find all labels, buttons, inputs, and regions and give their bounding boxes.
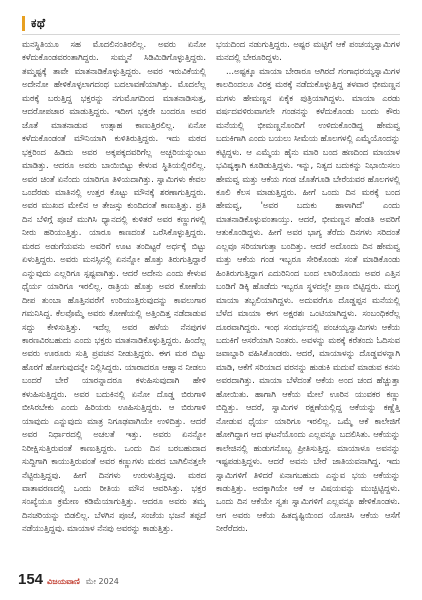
section-header bbox=[22, 14, 202, 32]
left-column-paragraph: ಮನಸ್ಥಿತಿಯೂ ಸಹ ಮೊದಲಿನಂತಿರಲಿಲ್ಲ. ಅವರು ಏನೋ ಕಳೆದುಕೊಂಡವರಂತಾಗಿದ್ದರು. ಸುಮ್ಮನೆ ಸಿಡಿಮಿಡಿಗೊಳ್ಳುತ್ತಿದ್ದರು. ತಮ್ಮಷ್ಟಕ್ಕೆ ತಾವೇ ಮಾತನಾಡಿಕೊಳ್ಳುತ್ತಿದ್ದರು. ಅವರ ಇರುವಿಕೆಯಲ್ಲಿ ಅದೇನೋ ಹೇಳಿಕೊಳ್ಳಲಾಗದಂಥ ಬದಲಾವಣೆಯಾಗಿತ್ತು. ಮೊದಲೆಲ್ಲ ಮಠಕ್ಕೆ ಬರುತ್ತಿದ್ದ ಭಕ್ತರನ್ನು ನಗುಮೊಗದಿಂದ ಮಾತನಾಡಿಸುತ್ತ, ಆದರೋಪಚಾರ ಮಾಡುತ್ತಿದ್ದರು. ಇದೀಗ ಭಕ್ತರೇ ಬಂದರೂ ಅವರ ಜೊತೆ ಮಾತನಾಡುವ ಉತ್ಸಾಹ ಕಾಣುತ್ತಿರಲಿಲ್ಲ. ಏನೋ ಕಳೆದುಕೊಂಡಂತೆ ಮೌನಿಯಾಗಿ ಕುಳಿತಿರುತ್ತಿದ್ದರು. ಇದು ಮಠದ ಭಕ್ತರಿಂದ ಹಿಡಿದು ಅವರ ಅಕ್ಕಪಕ್ಕದವರಿಗೆಲ್ಲ ಅಚ್ಚರಿಯನ್ನುಂಟು ಮಾಡಿತ್ತು. ಆದರೂ ಅವರು ಬಾಯಿಬಿಟ್ಟು ಕೇಳುವ ಸ್ಥಿತಿಯಲ್ಲಿರಲಿಲ್ಲ. ಅವರ ಚಿಂತೆ ಏನೆಂದು ಯಾರಿಗೂ ತಿಳಿಯದಾಗಿತ್ತು. ಸ್ವಾಮಿಗಳು ಕೇವಲ ಒಂದೆರಡು ಮಾತಿನಲ್ಲಿ ಉತ್ತರ ಕೊಟ್ಟು ಮೌನಕ್ಕೆ ಶರಣಾಗುತ್ತಿದ್ದರು. ಅವರ ಮುಖದ ಮೇಲಿನ ಆ ತೇಜಸ್ಸು ಕುಂದಿದಂತೆ ಕಾಣುತ್ತಿತ್ತು. ಪ್ರತಿ ದಿನ ಬೆಳಿಗ್ಗೆ ಪೂಜೆ ಮುಗಿಸಿ ಧ್ಯಾನದಲ್ಲಿ ಕುಳಿತರೆ ಅವರ ಕಣ್ಣುಗಳಲ್ಲಿ ನೀರು ಹರಿಯುತ್ತಿತ್ತು. ಯಾರೂ ಕಾಣದಂತೆ ಒರೆಸಿಕೊಳ್ಳುತ್ತಿದ್ದರು. ಮಠದ ಅಡುಗೆಯವನು ಅವರಿಗೆ ಊಟ ತಂದಿಟ್ಟರೆ ಅರ್ಧಕ್ಕೆ ಬಿಟ್ಟು ಏಳುತ್ತಿದ್ದರು. ಅವರು ಮನಸ್ಸಿನಲ್ಲಿ ಏನನ್ನೋ ಹೊತ್ತು ತಿರುಗುತ್ತಿದ್ದಾರೆ ಎನ್ನುವುದು ಎಲ್ಲರಿಗೂ ಸ್ಪಷ್ಟವಾಗಿತ್ತು. ಆದರೆ ಅದೇನು ಎಂದು ಕೇಳುವ ಧೈರ್ಯ ಯಾರಿಗೂ ಇರಲಿಲ್ಲ. ರಾತ್ರಿಯ ಹೊತ್ತು ಅವರ ಕೋಣೆಯ ದೀಪ ತುಂಬಾ ಹೊತ್ತಿನವರೆಗೆ ಉರಿಯುತ್ತಿರುವುದನ್ನು ಕಾವಲುಗಾರ ಗಮನಿಸಿದ್ದ. ಕೆಲವೊಮ್ಮೆ ಅವರು ಕೋಣೆಯಲ್ಲಿ ಅತ್ತಿಂದಿತ್ತ ನಡೆದಾಡುವ ಸದ್ದು ಕೇಳಿಸುತ್ತಿತ್ತು. ಇದೆಲ್ಲ ಅವರ ಹಳೆಯ ನೆನಪುಗಳ ಕಾರಣವಿರಬಹುದು ಎಂದು ಭಕ್ತರು ಮಾತನಾಡಿಕೊಳ್ಳುತ್ತಿದ್ದರು. ಹಿಂದೆಲ್ಲ ಅವರು ಊರೂರು ಸುತ್ತಿ ಪ್ರವಚನ ನೀಡುತ್ತಿದ್ದರು. ಈಗ ಮಠ ಬಿಟ್ಟು ಹೊರಗೆ ಹೋಗುವುದನ್ನೇ ನಿಲ್ಲಿಸಿದ್ದರು. ಯಾರಾದರೂ ಆಹ್ವಾನ ನೀಡಲು ಬಂದರೆ ಬೇರೆ ಯಾರನ್ನಾದರೂ ಕಳುಹಿಸುವುದಾಗಿ ಹೇಳಿ ಕಳುಹಿಸುತ್ತಿದ್ದರು. ಅವರ ಬದುಕಿನಲ್ಲಿ ಏನೋ ದೊಡ್ಡ ಬಿರುಗಾಳಿ ಬೀಸಿರಬೇಕು ಎಂದು ಹಿರಿಯರು ಊಹಿಸುತ್ತಿದ್ದರು. ಆ ಬಿರುಗಾಳಿ ಯಾವುದು ಎನ್ನುವುದು ಮಾತ್ರ ನಿಗೂಢವಾಗಿಯೇ ಉಳಿದಿತ್ತು. ಆದರೆ ಅವರ ನಿರ್ಧಾರದಲ್ಲಿ ಅಚಲತೆ ಇತ್ತು. ಅವರು ಏನನ್ನೋ ನಿರೀಕ್ಷಿಸುತ್ತಿರುವಂತೆ ಕಾಣುತ್ತಿದ್ದರು. ಒಂದು ದಿನ ಬರಬಹುದಾದ ಸುದ್ದಿಗಾಗಿ ಕಾಯುತ್ತಿರುವಂತೆ ಅವರ ಕಣ್ಣುಗಳು ಮಠದ ಬಾಗಿಲಿನತ್ತಲೇ ನೆಟ್ಟಿರುತ್ತಿದ್ದವು. ಹೀಗೆ ದಿನಗಳು ಉರುಳುತ್ತಿದ್ದವು. ಮಠದ ವಾತಾವರಣದಲ್ಲಿ ಒಂದು ರೀತಿಯ ಮೌನ ಆವರಿಸಿತ್ತು. ಭಕ್ತರ ಸಂಖ್ಯೆಯೂ ಕ್ರಮೇಣ ಕಡಿಮೆಯಾಗುತ್ತಿತ್ತು. ಆದರೂ ಅವರು ತಮ್ಮ ದಿನಚರಿಯನ್ನು ಬಿಡಲಿಲ್ಲ. ಬೆಳಗಿನ ಪೂಜೆ, ಸಂಜೆಯ ಭಜನೆ ತಪ್ಪದೆ ನಡೆಯುತ್ತಿದ್ದವು. ಮಾಯಾಳ ನೆನಪು ಅವರನ್ನು ಕಾಡುತ್ತಿತ್ತು. bbox=[22, 39, 206, 534]
magazine-logo: ವಿಜಯವಾಣಿ bbox=[47, 577, 80, 586]
header-divider bbox=[22, 34, 400, 35]
page-footer bbox=[18, 571, 119, 589]
right-column-paragraph-1: ಭಯದಿಂದ ನಡುಗುತ್ತಿದ್ದರು. ಅಷ್ಟರ ಮಟ್ಟಿಗೆ ಆಕೆ ಪಂಚಯ್ಯಸ್ವಾಮಿಗಳ ಮನದಲ್ಲಿ ಬೇರೂರಿದ್ದಳು. bbox=[216, 39, 400, 63]
left-column bbox=[22, 38, 206, 560]
section-accent-bar bbox=[22, 16, 25, 31]
article-body bbox=[22, 38, 400, 560]
top-band bbox=[0, 0, 422, 10]
page-number: 154 bbox=[18, 571, 44, 588]
right-column bbox=[216, 38, 400, 560]
issue-date: ಮೇ 2024 bbox=[85, 577, 119, 586]
right-column-paragraph-2: ...ಅಷ್ಟಕ್ಕೂ ಮಾಯಾ ಬೇರಾರೂ ಆಗಿರದೆ ಗಂಗಾಧರಯ್ಯಸ್ವಾಮಿಗಳ ಕಾಲದಿಂದಲೂ ವಿರಕ್ತ ಮಠಕ್ಕೆ ನಡೆದುಕೊಳ್ಳುತ್ತಿದ್ದ ತಳವಾರ ಭೀಮಣ್ಣನ ಮಗಳು ಹೇಮಣ್ಣನ ಏಕೈಕ ಪುತ್ರಿಯಾಗಿದ್ದಳು. ಮಾಯಾ ಎರಡು ವರ್ಷದವಳಿರುವಾಗಲೇ ಗಂಡನನ್ನು ಕಳೆದುಕೊಂಡು ಬಂದು ಕೌರು ಮನೆಯಲ್ಲಿ ಭೀಮಣ್ಣನೊಂದಿಗೆ ಉಳಿದುಕೊಂಡಿದ್ದ ಹೇಮವ್ವ ಬದುಕಿಗಾಗಿ ಎಂದು ಬಯಲು ಸೀಮೆಯ ಹೊಲಗಳಲ್ಲಿ ಎಮ್ಮೆಯೊಂದನ್ನು ಕಟ್ಟಿದ್ದಳು. ಆ ಎಮ್ಮೆಯ ಹೈನು ಮಾರಿ ಬಂದ ಹಣದಿಂದ ಮಾಯಾಳ ಭವಿಷ್ಯಕ್ಕಾಗಿ ಕೂಡಿಡುತ್ತಿದ್ದಳು. ಇನ್ನು, ನಿತ್ಯದ ಬದುಕನ್ನು ನಿಭಾಯಿಸಲು ಹೇಮವ್ವ ಮತ್ತು ಆಕೆಯ ಗಂಡ ಜೊತೆಗೂಡಿ ಬೇರೆಯವರ ಹೊಲಗಳಲ್ಲಿ ಕೂಲಿ ಕೆಲಸ ಮಾಡುತ್ತಿದ್ದರು. ಹೀಗೆ ಒಂದು ದಿನ ಮಠಕ್ಕೆ ಬಂದ ಹೇಮವ್ವ, 'ಅವರ ಬದುಕು ಹಾಳಾಗಿದೆ' ಎಂದು ಮಾತನಾಡಿಕೊಳ್ಳುವಂತಾಯ್ತು. ಆದರೆ, ಭೀಮಣ್ಣನ ಹೆಂಡತಿ ಅವರಿಗೆ ಆತುಕೊಂಡಿದ್ದಳು. ಹೀಗೆ ಅವರ ಭಾಗ್ಯ ತೆರೆದು ದಿನಗಳು ಸರಿದಂತೆ ಎಲ್ಲವೂ ಸರಿಯಾಗುತ್ತಾ ಬಂದಿತ್ತು. ಆದರೆ ಅದೊಂದು ದಿನ ಹೇಮವ್ವ ಮತ್ತು ಆಕೆಯ ಗಂಡ ಇಬ್ಬರೂ ಸೇರಿಕೊಂಡು ಸಂತೆ ಮಾಡಿಕೊಂಡು ಹಿಂತಿರುಗುತ್ತಿದ್ದಾಗ ಎದುರಿನಿಂದ ಬಂದ ಲಾರಿಯೊಂದು ಅವರ ಎತ್ತಿನ ಬಂಡಿಗೆ ಡಿಕ್ಕಿ ಹೊಡೆದು ಇಬ್ಬರೂ ಸ್ಥಳದಲ್ಲೇ ಪ್ರಾಣ ಬಿಟ್ಟಿದ್ದರು. ಮುಗ್ಧ ಮಾಯಾ ತಬ್ಬಲಿಯಾಗಿದ್ದಳು. ಅದುವರೆಗೂ ದೊಡ್ಡಪ್ಪನ ಮನೆಯಲ್ಲಿ ಬೆಳೆದ ಮಾಯಾ ಈಗ ಅಕ್ಷರಶಃ ಒಂಟಿಯಾಗಿದ್ದಳು. ಸಂಬಂಧಿಕರೆಲ್ಲ ದೂರವಾಗಿದ್ದರು. ಇಂಥ ಸಂದರ್ಭದಲ್ಲಿ ಪಂಚಯ್ಯಸ್ವಾಮಿಗಳು ಆಕೆಯ ಬದುಕಿಗೆ ಆಸರೆಯಾಗಿ ನಿಂತರು. ಅವಳನ್ನು ಮಠಕ್ಕೆ ಕರೆತಂದು ಓದಿಸುವ ಜವಾಬ್ದಾರಿ ವಹಿಸಿಕೊಂಡರು. ಆದರೆ, ಮಾಯಾಳನ್ನು ದೊಡ್ಡವಳನ್ನಾಗಿ ಮಾಡಿ, ಆಕೆಗೆ ಸರಿಯಾದ ವರನನ್ನು ಹುಡುಕಿ ಮದುವೆ ಮಾಡುವ ಕನಸು ಅವರದಾಗಿತ್ತು. ಮಾಯಾ ಬೆಳೆದಂತೆ ಆಕೆಯ ಅಂದ ಚಂದ ಹೆಚ್ಚುತ್ತಾ ಹೋಯಿತು. ಹಾಗಾಗಿ ಆಕೆಯ ಮೇಲೆ ಊರಿನ ಯುವಕರ ಕಣ್ಣು ಬಿದ್ದಿತ್ತು. ಆದರೆ, ಸ್ವಾಮಿಗಳ ರಕ್ಷಣೆಯಲ್ಲಿದ್ದ ಆಕೆಯನ್ನು ಕಣ್ಣೆತ್ತಿ ನೋಡುವ ಧೈರ್ಯ ಯಾರಿಗೂ ಇರಲಿಲ್ಲ. ಒಮ್ಮೆ ಆಕೆ ಕಾಲೇಜಿಗೆ ಹೋಗಿದ್ದಾಗ ಆದ ಘಟನೆಯೊಂದು ಎಲ್ಲವನ್ನೂ ಬದಲಿಸಿತು. ಆಕೆಯನ್ನು ಕಾಲೇಜಿನಲ್ಲಿ ಹುಡುಗನೊಬ್ಬ ಪ್ರೀತಿಸುತ್ತಿದ್ದ. ಮಾಯಾಳೂ ಅವನನ್ನು ಇಷ್ಟಪಡುತ್ತಿದ್ದಳು. ಆದರೆ ಅವನು ಬೇರೆ ಜಾತಿಯವನಾಗಿದ್ದ. ಇದು ಸ್ವಾಮಿಗಳಿಗೆ ತಿಳಿದರೆ ಏನಾಗಬಹುದು ಎನ್ನುವ ಭಯ ಆಕೆಯನ್ನು ಕಾಡುತ್ತಿತ್ತು. ಅದಕ್ಕಾಗಿಯೇ ಆಕೆ ಆ ವಿಷಯವನ್ನು ಮುಚ್ಚಿಟ್ಟಿದ್ದಳು. ಒಂದು ದಿನ ಆಕೆಯೇ ಸ್ವತಃ ಸ್ವಾಮಿಗಳಿಗೆ ಎಲ್ಲವನ್ನೂ ಹೇಳಿಕೊಂಡಳು. ಆಗ ಅವರು ಆಕೆಯ ಹಿತದೃಷ್ಟಿಯಿಂದ ಯೋಚಿಸಿ ಆಕೆಯ ಆಸೆಗೆ ನೀರೆರೆದರು. bbox=[216, 65, 400, 534]
section-title: ಕಥೆ bbox=[31, 15, 46, 30]
